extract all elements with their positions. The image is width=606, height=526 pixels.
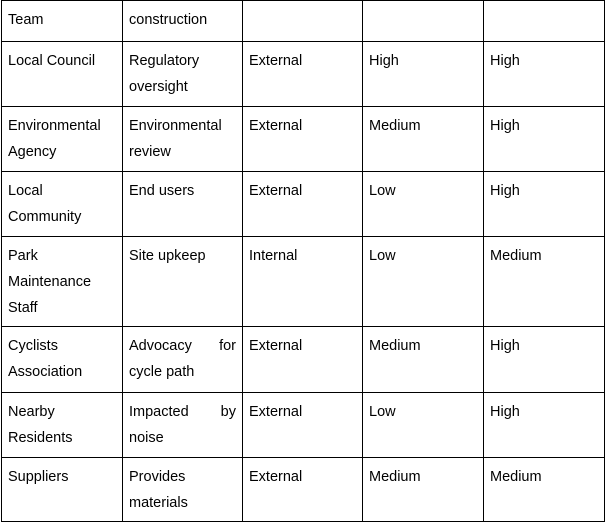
stakeholder-role-cell: Regulatory oversight [123, 42, 243, 107]
stakeholder-interest-cell: Medium [484, 237, 605, 327]
stakeholder-type-cell: External [243, 327, 363, 393]
stakeholder-influence-cell: High [363, 42, 484, 107]
stakeholder-role-cell: Site upkeep [123, 237, 243, 327]
stakeholder-type-cell: External [243, 107, 363, 172]
stakeholder-interest-cell: High [484, 327, 605, 393]
table-row [2, 42, 605, 107]
stakeholder-interest-cell: Medium [484, 458, 605, 522]
stakeholder-type-cell: External [243, 393, 363, 458]
stakeholder-name-cell: Local Community [2, 172, 123, 237]
stakeholder-interest-cell: High [484, 107, 605, 172]
table-row [2, 1, 605, 42]
stakeholder-role-cell: Impacted by noise [123, 393, 243, 458]
stakeholder-influence-cell: Low [363, 393, 484, 458]
stakeholder-type-cell: Internal [243, 237, 363, 327]
stakeholder-interest-cell: High [484, 42, 605, 107]
stakeholder-type-cell: External [243, 172, 363, 237]
stakeholder-influence-cell [363, 1, 484, 42]
stakeholder-type-cell [243, 1, 363, 42]
table-row [2, 458, 605, 522]
stakeholder-type-cell: External [243, 42, 363, 107]
stakeholder-role-cell: construction [123, 1, 243, 42]
stakeholder-name-cell: Suppliers [2, 458, 123, 522]
stakeholder-name-cell: Environmental Agency [2, 107, 123, 172]
stakeholder-influence-cell: Low [363, 237, 484, 327]
stakeholder-type-cell: External [243, 458, 363, 522]
table-row [2, 327, 605, 393]
stakeholder-influence-cell: Medium [363, 107, 484, 172]
table-row [2, 107, 605, 172]
stakeholder-influence-cell: Medium [363, 327, 484, 393]
stakeholder-table [1, 0, 605, 522]
stakeholder-interest-cell: High [484, 393, 605, 458]
stakeholder-interest-cell [484, 1, 605, 42]
stakeholder-name-cell: Nearby Residents [2, 393, 123, 458]
stakeholder-name-cell: Cyclists Association [2, 327, 123, 393]
table-row [2, 172, 605, 237]
stakeholder-name-cell: Team [2, 1, 123, 42]
stakeholder-role-cell: Environmental review [123, 107, 243, 172]
stakeholder-name-cell: Local Council [2, 42, 123, 107]
stakeholder-role-cell: Provides materials [123, 458, 243, 522]
table-row [2, 393, 605, 458]
stakeholder-influence-cell: Medium [363, 458, 484, 522]
stakeholder-interest-cell: High [484, 172, 605, 237]
stakeholder-role-cell: End users [123, 172, 243, 237]
stakeholder-role-cell: Advocacy for cycle path [123, 327, 243, 393]
stakeholder-name-cell: Park Maintenance Staff [2, 237, 123, 327]
table-row [2, 237, 605, 327]
stakeholder-influence-cell: Low [363, 172, 484, 237]
